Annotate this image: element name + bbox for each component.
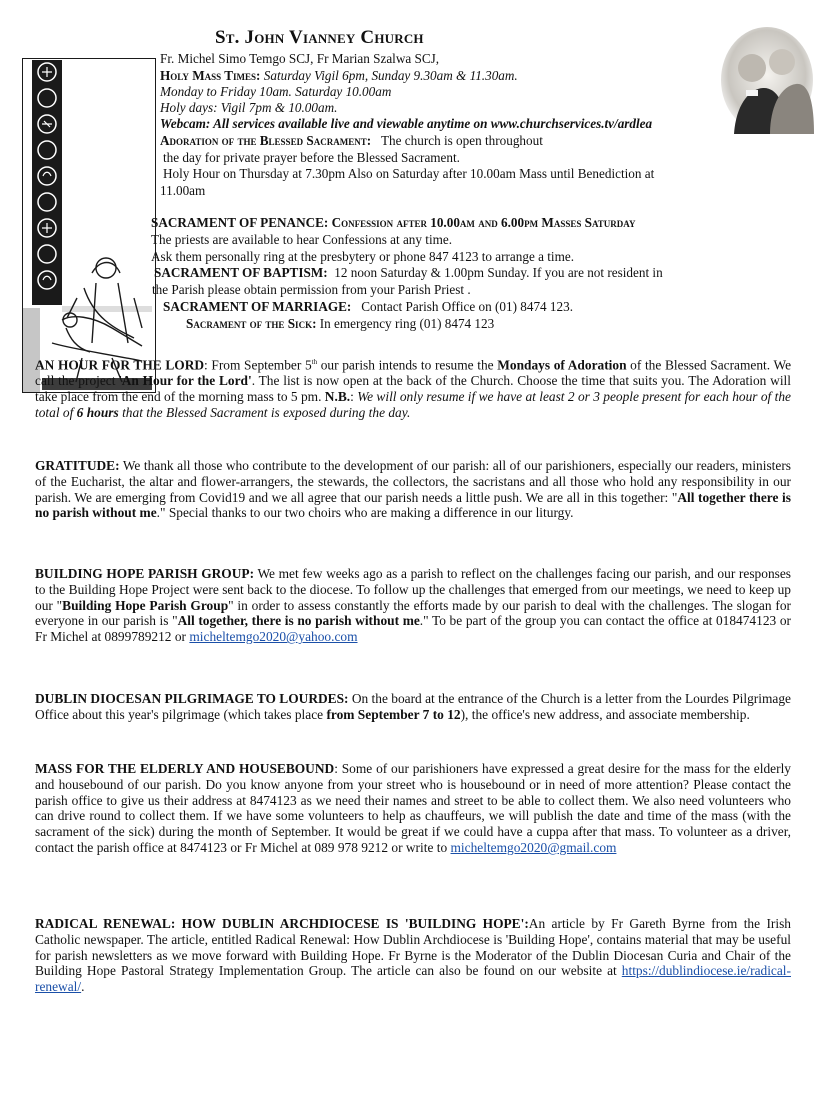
mass-times-value: Saturday Vigil 6pm, Sunday 9.30am & 11.30am. — [263, 68, 518, 83]
holy-hour-line: Holy Hour on Thursday at 7.30pm Also on Saturday after 10.00am Mass until Benediction at — [163, 166, 655, 181]
penance-line-3: Ask them personally ring at the presbytery or phone 847 4123 to arrange a time. — [151, 249, 574, 264]
adoration-line — [160, 133, 543, 148]
paragraph-text: We thank all those who contribute to the development of our parish: all of our parishioners, especially our readers, ministers of the Eucharist, the altar and flower-arrangers, the stewards, the collectors, the sacristans and all those who hold any responsibility in our parish. We are emerging from Covid19 and we all agree that our parish needs a little push. We are all in this together: " — [35, 458, 791, 505]
paragraph-text: : Some of our parishioners have expressed a great desire for the mass for the elderly and housebound of our parish. Do you know anyone from your street who is housebound or in need of more attention? Please contact the parish office to give us their address at 8474123 as we need their names and street to be able to collect them. We also need volunteers who can drive round to collect them. If we have some volunteers to help as chauffeurs, we will publish the date and time of the mass (with the sacrament of the sick) during the month of September. It would be great if we could have a cuppa after that mass. To volunteer as a driver, contact the parish office at 8474123 or Fr Michel at 089 978 9212 or write to — [35, 761, 791, 855]
lourdes-paragraph — [35, 691, 791, 723]
page-title: St. John Vianney Church — [215, 27, 424, 48]
paragraph-heading: RADICAL RENEWAL: HOW DUBLIN ARCHDIOCESE IS 'BUILDING HOPE': — [35, 916, 529, 931]
holydays-line: Holy days: Vigil 7pm & 10.00am. — [160, 100, 338, 115]
adoration-label: Adoration of the Blessed Sacrament: — [160, 133, 372, 148]
paragraph-text: " in order to assess constantly the efforts made by our parish to deal with the challenges. The slogan for everyone in our parish is " — [35, 597, 791, 629]
weekday-mass-line: Monday to Friday 10am. Saturday 10.00am — [160, 84, 392, 99]
hour-for-the-lord-paragraph — [35, 355, 791, 421]
paragraph-text: : — [350, 389, 358, 405]
bold-text: Mondays of Adoration — [497, 357, 627, 373]
bold-italic-text: 6 hours — [76, 404, 119, 420]
webcam-line: Webcam: All services available live and viewable anytime on www.churchservices.tv/ardlea — [160, 116, 653, 131]
adoration-text: The church is open throughout — [380, 133, 543, 148]
paragraph-text: ." To be part of the group you can contact the office at 018474123 or Fr Michel at 0899789212 or — [35, 613, 791, 645]
paragraph-text: . The list is now open at the back of the Church. Choose the time that suits you. The Adoration will take place from the end of the morning mass to 5 pm. — [35, 373, 791, 405]
bold-text: An Hour for the Lord' — [121, 373, 252, 389]
baptism-line — [154, 265, 663, 280]
pieta-woodcut-image — [22, 58, 156, 393]
bold-text: All together, there is no parish without me — [177, 613, 420, 629]
bold-text: All together there is no parish without me — [35, 489, 791, 521]
superscript: th — [311, 358, 318, 366]
italic-text: that the Blessed Sacrament is exposed during the day. — [118, 404, 411, 420]
penance-text: Confession after 10.00am and 6.00pm Masses Saturday — [331, 215, 636, 230]
baptism-text: 12 noon Saturday & 1.00pm Sunday. If you are not resident in — [334, 265, 663, 280]
italic-text: We will only resume if we have at least 2 or 3 people present for each hour of the total of — [35, 389, 791, 420]
baptism-label: SACRAMENT OF BAPTISM: — [154, 265, 328, 280]
paragraph-heading: MASS FOR THE ELDERLY AND HOUSEBOUND — [35, 761, 335, 776]
mass-times-label: Holy Mass Times: — [160, 68, 261, 83]
email-link[interactable]: micheltemgo2020@gmail.com — [450, 839, 617, 855]
paragraph-heading: GRATITUDE: — [35, 458, 120, 473]
bold-text: from September 7 to 12 — [326, 706, 461, 722]
sick-label: Sacrament of the Sick: — [186, 316, 317, 331]
paragraph-text: of the Blessed Sacrament. We call the project ' — [35, 357, 792, 389]
paragraph-text: our parish intends to resume the — [317, 357, 498, 373]
paragraph-heading: AN HOUR FOR THE LORD — [35, 357, 205, 373]
paragraph-heading: DUBLIN DIOCESAN PILGRIMAGE TO LOURDES: — [35, 691, 349, 706]
paragraph-text: : From September 5 — [204, 357, 312, 373]
holy-hour-line-2: 11.00am — [160, 183, 206, 198]
paragraph-text: On the board at the entrance of the Church is a letter from the Lourdes Pilgrimage Office about this year's pilgrimage (which takes place — [35, 691, 791, 722]
paragraph-text: An article by Fr Gareth Byrne from the Irish Catholic newspaper. The article, entitled Radical Renewal: How Dublin Archdiocese is 'Building Hope', contains material that may be useful for parish newsletters as we move forward with Building Hope. Fr Byrne is the Moderator of the Dublin Diocesan Curia and Chair of the Building Hope Pastoral Strategy Implementation Group. The article can also be found on our website at — [35, 916, 791, 979]
sick-text: In emergency ring (01) 8474 123 — [319, 316, 495, 331]
paragraph-text: . — [81, 979, 85, 995]
gratitude-paragraph — [35, 458, 791, 521]
marriage-label: SACRAMENT OF MARRIAGE: — [163, 299, 352, 314]
marriage-text: Contact Parish Office on (01) 8474 123. — [361, 299, 574, 314]
paragraph-text: ." Special thanks to our two choirs who are making a difference in our liturgy. — [156, 505, 574, 521]
saints-photo-image — [720, 26, 814, 134]
penance-line-2: The priests are available to hear Confessions at any time. — [151, 232, 453, 247]
paragraph-text: We met few weeks ago as a parish to reflect on the challenges facing our parish, and our responses to the Building Hope Project were sent back to the diocese. To follow up the challenges that emerged from our meetings, we need to keep up our " — [35, 566, 791, 613]
paragraph-text: ), the office's new address, and associate membership. — [460, 706, 750, 722]
email-link[interactable]: micheltemgo2020@yahoo.com — [189, 629, 358, 645]
paragraph-heading: BUILDING HOPE PARISH GROUP: — [35, 566, 255, 581]
marriage-line — [163, 299, 573, 314]
elderly-mass-paragraph — [35, 761, 791, 856]
nb-label: N.B. — [324, 389, 351, 405]
radical-renewal-paragraph — [35, 916, 791, 995]
mass-times-line — [160, 68, 518, 83]
priests-line: Fr. Michel Simo Temgo SCJ, Fr Marian Szalwa SCJ, — [160, 51, 440, 66]
sick-line — [186, 316, 494, 331]
building-hope-paragraph — [35, 566, 791, 645]
adoration-line-2: the day for private prayer before the Blessed Sacrament. — [163, 150, 460, 165]
baptism-line-2: the Parish please obtain permission from your Parish Priest . — [152, 282, 471, 297]
website-link[interactable]: https://dublindiocese.ie/radical-renewal/ — [35, 963, 791, 995]
bold-text: Building Hope Parish Group — [62, 597, 229, 613]
penance-label: SACRAMENT OF PENANCE: — [151, 215, 329, 230]
penance-line — [151, 215, 635, 230]
